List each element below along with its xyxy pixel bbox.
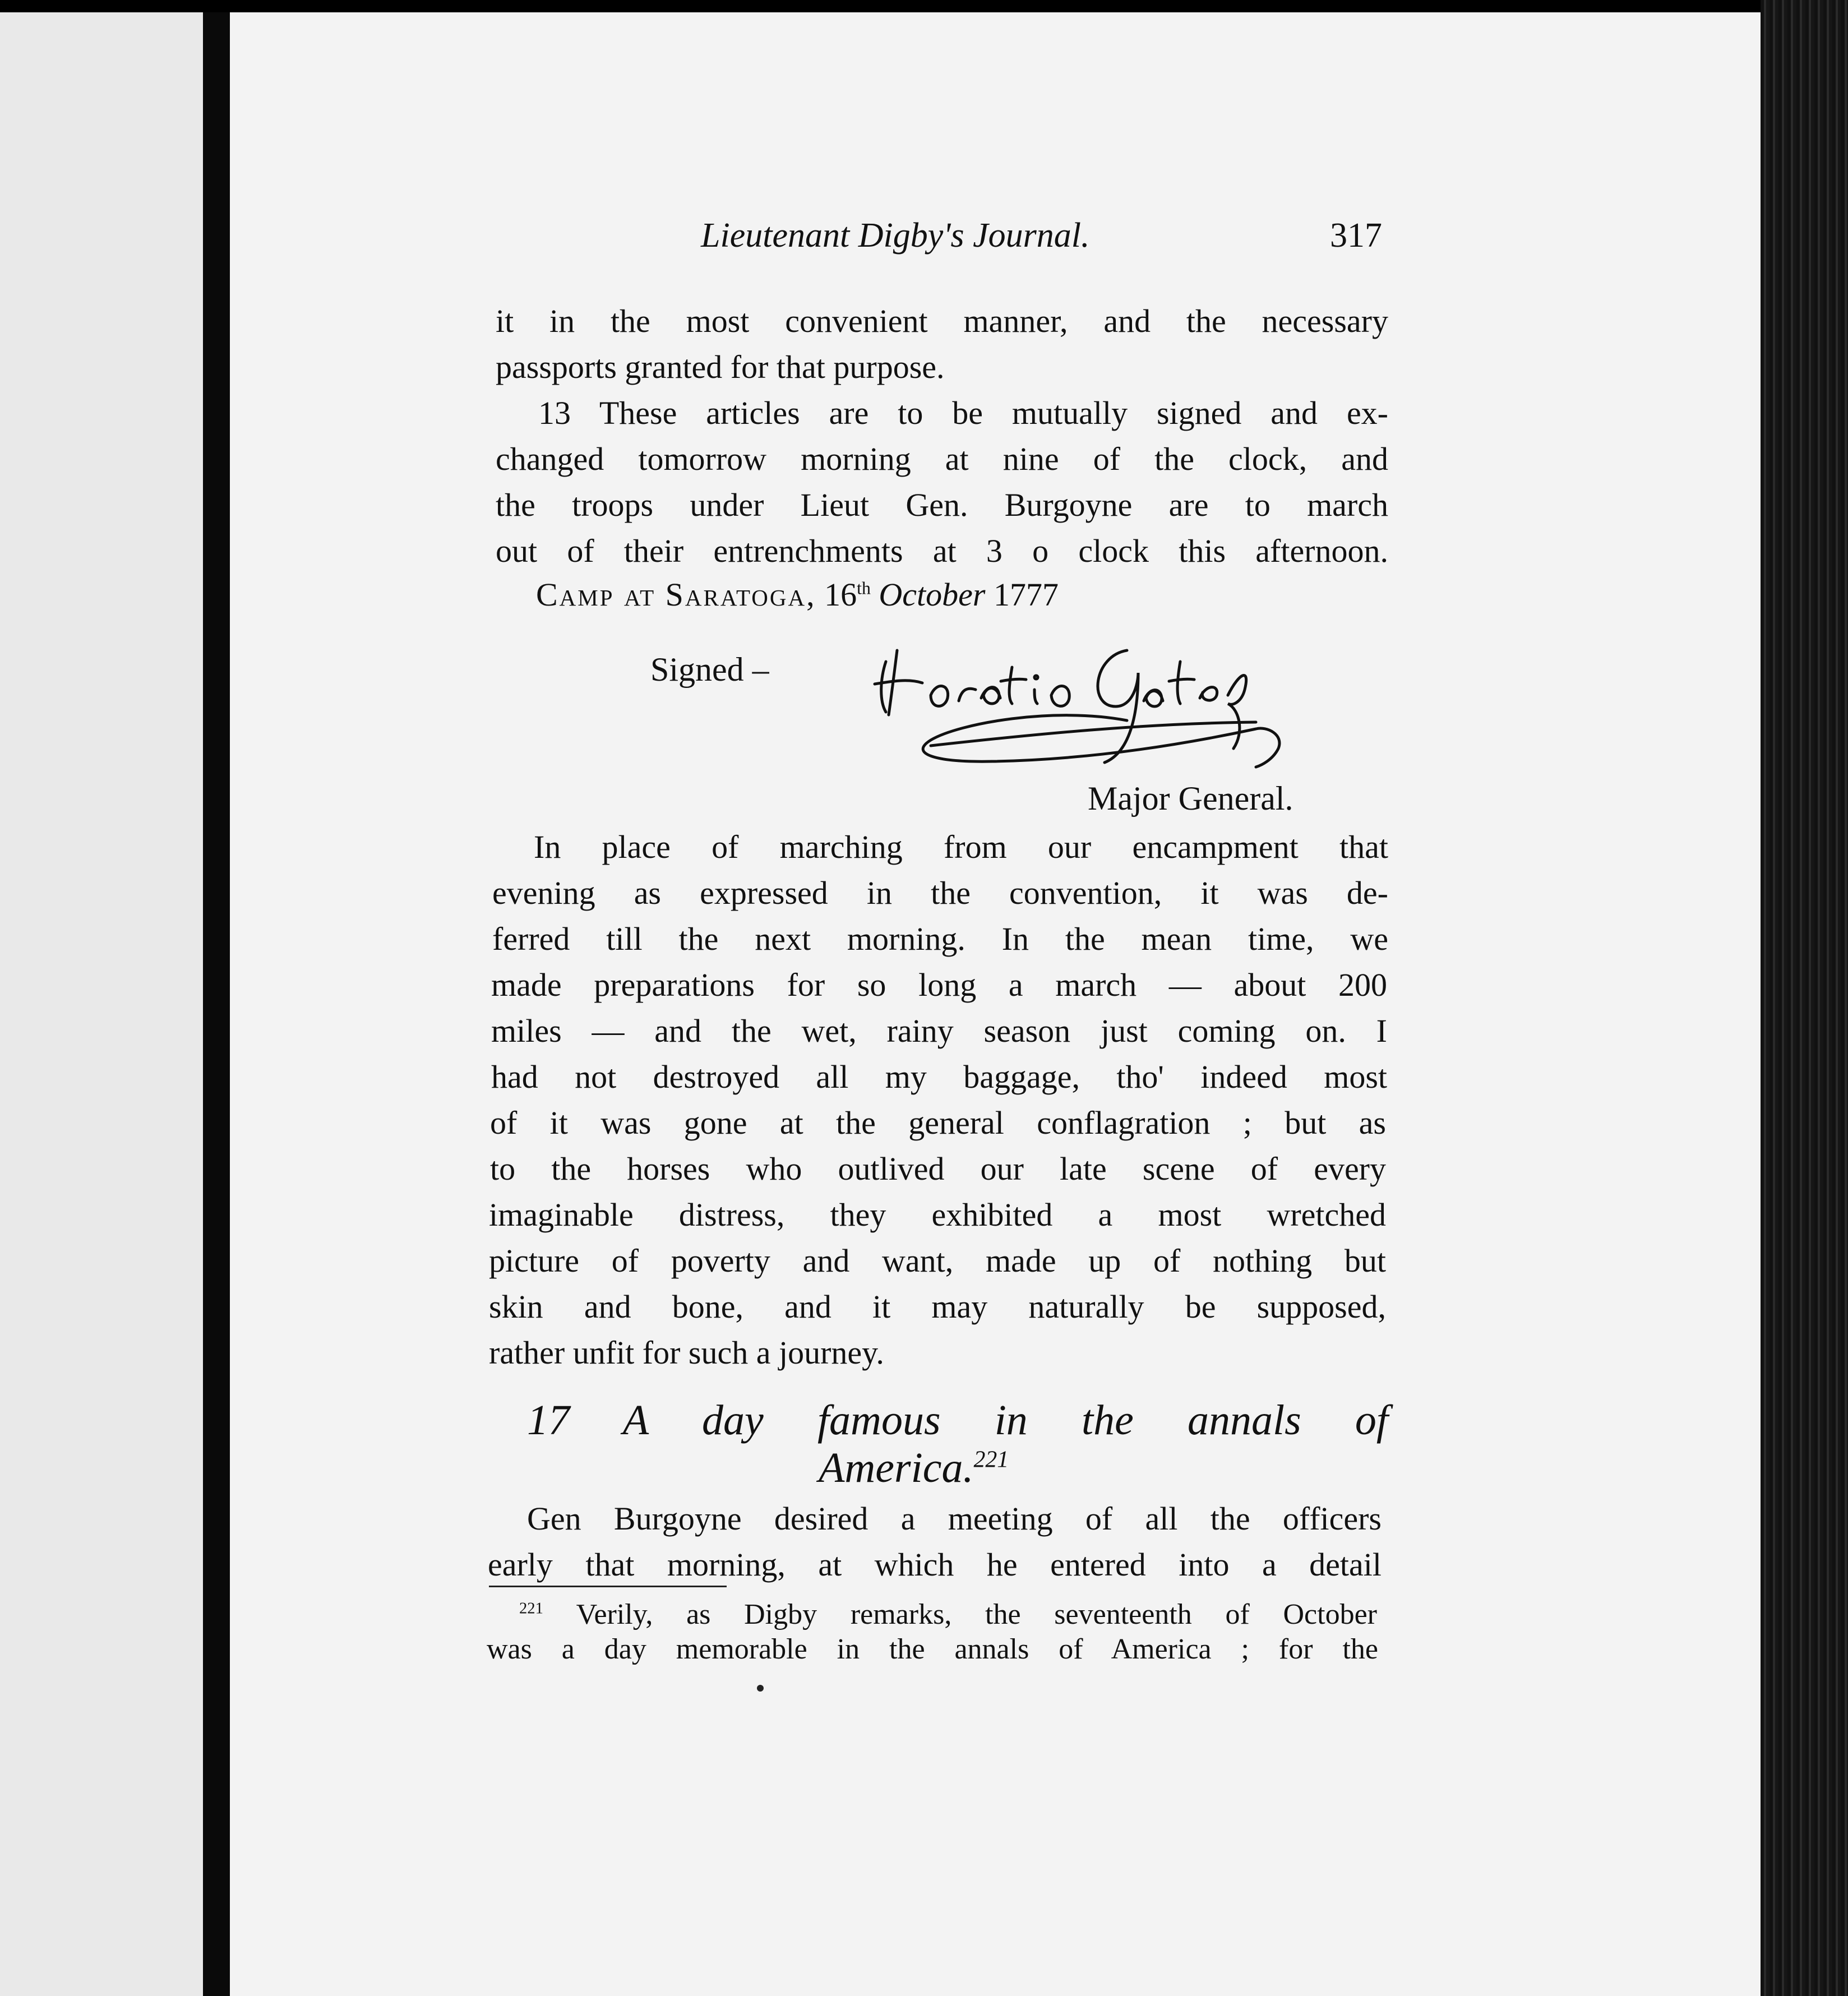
entry-heading: 17 A day famous in the annals of — [527, 1397, 1388, 1444]
footnote-ref: 221 — [973, 1447, 1009, 1473]
entry-heading-word: America. — [819, 1444, 974, 1491]
text-line: imaginable distress, they exhibited a most wretched — [489, 1196, 1386, 1233]
text-line: evening as expressed in the convention, it was de- — [492, 875, 1388, 911]
text-line: ferred till the next morning. In the mean time, we — [492, 921, 1388, 957]
dateline-month: October — [879, 576, 986, 613]
text-line: changed tomorrow morning at nine of the clock, and — [496, 441, 1388, 477]
footnote-text: Verily, as Digby remarks, the seventeenth of October — [576, 1598, 1377, 1630]
footnote-line: was a day memorable in the annals of America ; for the — [487, 1633, 1378, 1665]
text-line: passports granted for that purpose. — [496, 349, 945, 385]
text-line: it in the most convenient manner, and the necessary — [496, 303, 1388, 339]
text-line: In place of marching from our encampment that — [534, 829, 1388, 865]
signer-title: Major General. — [1088, 780, 1293, 817]
running-title: Lieutenant Digby's Journal. — [701, 216, 1090, 255]
dateline-day-suffix: th — [857, 578, 871, 598]
text-line: skin and bone, and it may naturally be supposed, — [489, 1288, 1386, 1325]
text-line: 13 These articles are to be mutually signed and ex- — [538, 395, 1388, 431]
text-line: out of their entrenchments at 3 o clock this afternoon. — [496, 533, 1388, 569]
entry-heading-line2 — [819, 1444, 1009, 1493]
dateline-day: 16 — [824, 576, 857, 613]
footnote-line — [519, 1598, 1377, 1632]
text-line: the troops under Lieut Gen. Burgoyne are to march — [496, 487, 1388, 523]
text-line: miles — and the wet, rainy season just coming on. I — [491, 1013, 1387, 1049]
text-line: early that morning, at which he entered into a detail — [488, 1546, 1382, 1583]
dateline-year: 1777 — [993, 576, 1059, 613]
text-line: to the horses who outlived our late scene of every — [490, 1151, 1386, 1187]
text-line: picture of poverty and want, made up of nothing but — [489, 1242, 1386, 1279]
footnote-number: 221 — [519, 1600, 543, 1618]
left-page-margin — [0, 12, 203, 1996]
footnote-rule — [489, 1586, 727, 1587]
book-gutter — [203, 12, 230, 1996]
text-line: had not destroyed all my baggage, tho' indeed most — [491, 1059, 1387, 1095]
page-edges — [1761, 0, 1848, 1996]
text-line: rather unfit for such a journey. — [489, 1334, 884, 1371]
text-line: of it was gone at the general conflagration ; but as — [490, 1105, 1386, 1141]
page-number: 317 — [1330, 216, 1382, 255]
dateline-place: Camp at Saratoga, — [536, 576, 816, 613]
text-line: made preparations for so long a march — about 200 — [491, 967, 1387, 1003]
page-mark — [757, 1685, 764, 1692]
text-line: Gen Burgoyne desired a meeting of all the officers — [527, 1500, 1382, 1537]
dateline — [536, 575, 1429, 614]
signed-label: Signed – — [650, 651, 769, 688]
signature-horatio-gates — [863, 617, 1357, 785]
